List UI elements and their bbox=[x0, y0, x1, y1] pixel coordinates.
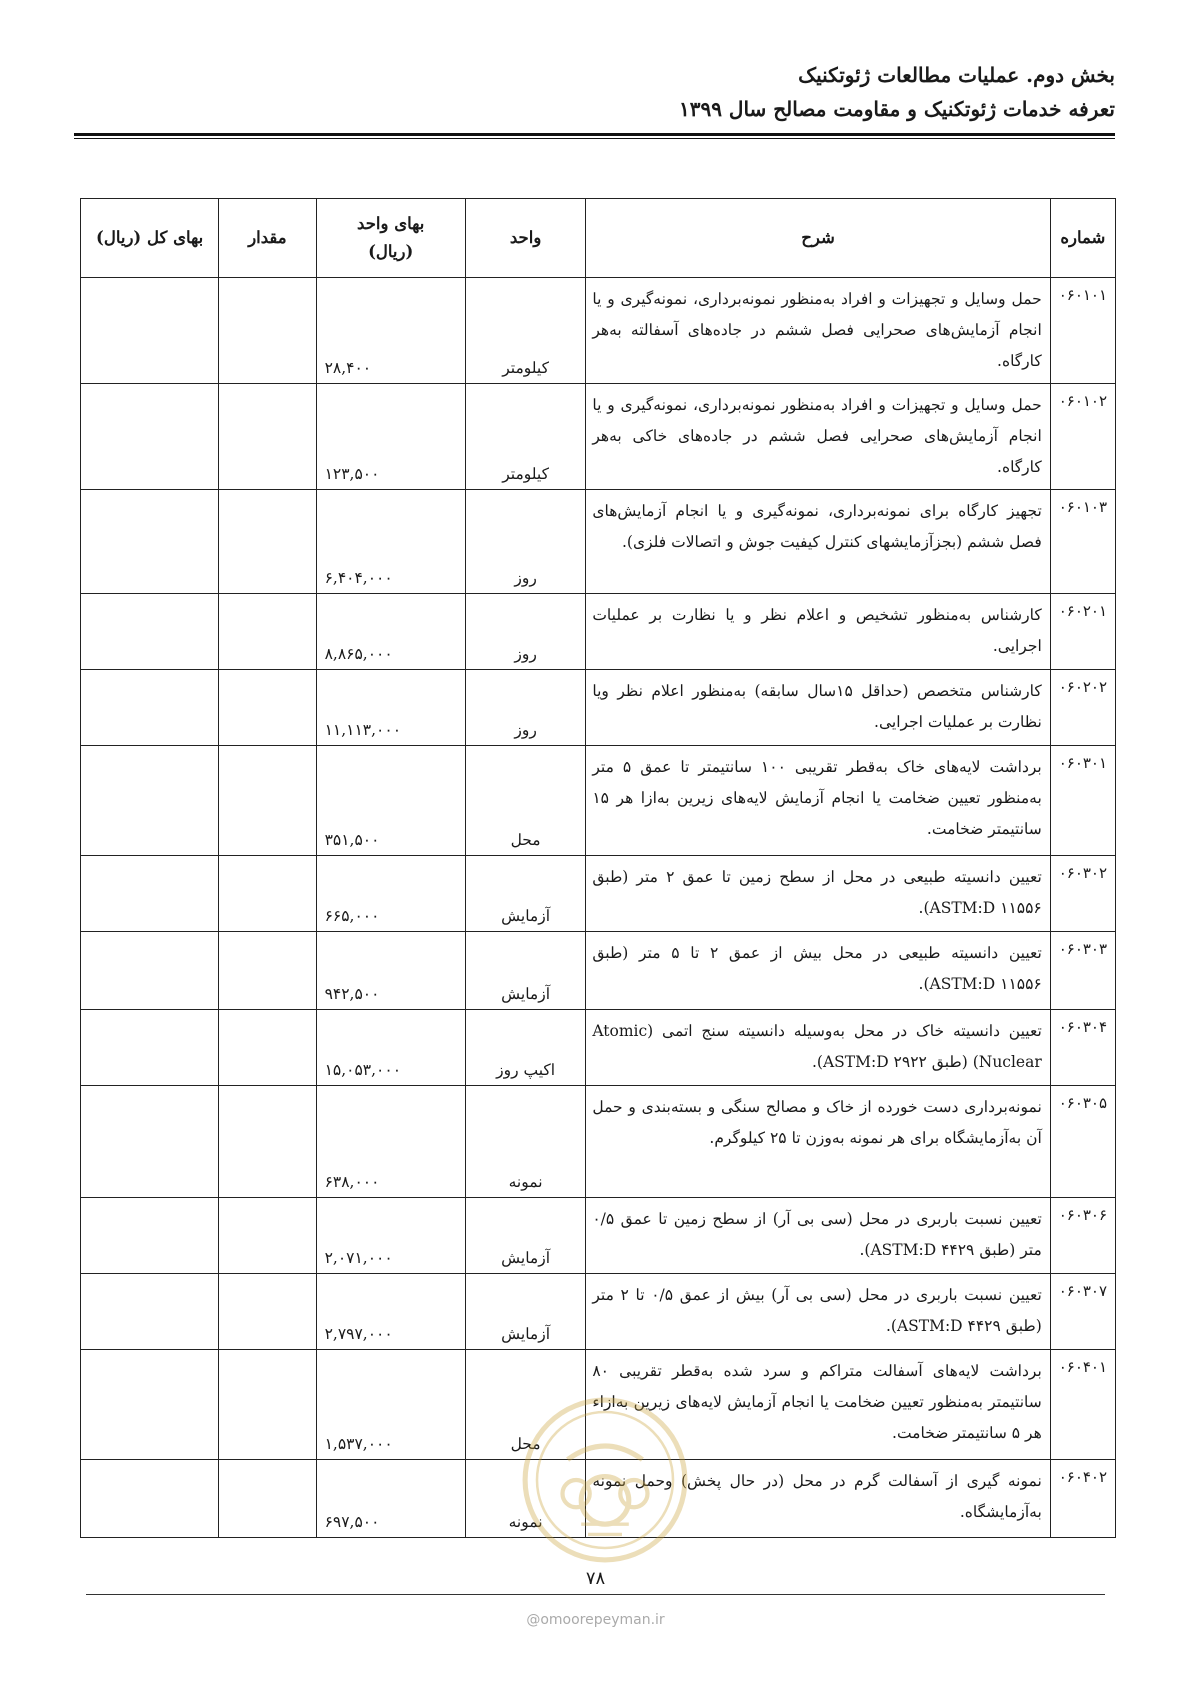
row-unit-price: ۱۵,۰۵۳,۰۰۰ bbox=[316, 1010, 465, 1086]
row-unit: نمونه bbox=[465, 1460, 586, 1538]
table-row bbox=[81, 1460, 1116, 1538]
column-header-unit-price bbox=[316, 199, 465, 278]
row-unit: روز bbox=[465, 670, 586, 746]
column-header-description: شرح bbox=[586, 199, 1050, 278]
column-header-unit: واحد bbox=[465, 199, 586, 278]
row-unit: روز bbox=[465, 594, 586, 670]
row-unit: کیلومتر bbox=[465, 278, 586, 384]
row-unit-price: ۳۵۱,۵۰۰ bbox=[316, 746, 465, 856]
table-row bbox=[81, 1274, 1116, 1350]
header-rule-thin bbox=[74, 138, 1115, 139]
row-description: تعیین دانسیته خاک در محل به‌وسیله دانسیته سنج اتمی (Atomic Nuclear) (طبق ASTM:D ۲۹۲۲). bbox=[586, 1010, 1050, 1086]
table-row bbox=[81, 490, 1116, 594]
table-row bbox=[81, 856, 1116, 932]
row-description: حمل وسایل و تجهیزات و افراد به‌منظور نمونه‌برداری، نمونه‌گیری و یا انجام آزمایش‌های صحرایی فصل ششم در جاده‌های آسفالته به‌هر کارگاه. bbox=[586, 278, 1050, 384]
row-code: ۰۶۰۳۰۷ bbox=[1050, 1274, 1115, 1350]
row-code: ۰۶۰۱۰۳ bbox=[1050, 490, 1115, 594]
row-description: کارشناس به‌منظور تشخیص و اعلام نظر و یا نظارت بر عملیات اجرایی. bbox=[586, 594, 1050, 670]
row-unit: آزمایش bbox=[465, 1274, 586, 1350]
table-row bbox=[81, 1086, 1116, 1198]
section-title: بخش دوم. عملیات مطالعات ژئوتکنیک bbox=[798, 63, 1115, 87]
table-row bbox=[81, 746, 1116, 856]
row-description: برداشت لایه‌های آسفالت متراکم و سرد شده به‌قطر تقریبی ۸۰ سانتیمتر به‌منظور تعیین ضخامت یا انجام آزمایش لایه‌های زیرین به‌ازاء هر ۵ سانتیمتر ضخامت. bbox=[586, 1350, 1050, 1460]
row-quantity bbox=[219, 1274, 316, 1350]
row-unit: آزمایش bbox=[465, 856, 586, 932]
row-total bbox=[81, 594, 219, 670]
row-total bbox=[81, 856, 219, 932]
row-description: نمونه گیری از آسفالت گرم در محل (در حال پخش) وحمل نمونه به‌آزمایشگاه. bbox=[586, 1460, 1050, 1538]
row-unit: اکیپ روز bbox=[465, 1010, 586, 1086]
row-unit-price: ۲,۰۷۱,۰۰۰ bbox=[316, 1198, 465, 1274]
row-description: تعیین دانسیته طبیعی در محل از سطح زمین تا عمق ۲ متر (طبق ASTM:D ۱۱۵۵۶). bbox=[586, 856, 1050, 932]
row-quantity bbox=[219, 278, 316, 384]
row-description: حمل وسایل و تجهیزات و افراد به‌منظور نمونه‌برداری، نمونه‌گیری و یا انجام آزمایش‌های صحرایی فصل ششم در جاده‌های خاکی به‌هر کارگاه. bbox=[586, 384, 1050, 490]
table-row bbox=[81, 278, 1116, 384]
row-description: نمونه‌برداری دست خورده از خاک و مصالح سنگی و بسته‌بندی و حمل آن به‌آزمایشگاه برای هر نمونه به‌وزن تا ۲۵ کیلوگرم. bbox=[586, 1086, 1050, 1198]
row-unit: محل bbox=[465, 1350, 586, 1460]
row-code: ۰۶۰۳۰۲ bbox=[1050, 856, 1115, 932]
footer-rule bbox=[86, 1594, 1105, 1595]
row-unit: آزمایش bbox=[465, 1198, 586, 1274]
column-header-code: شماره bbox=[1050, 199, 1115, 278]
row-quantity bbox=[219, 594, 316, 670]
row-quantity bbox=[219, 490, 316, 594]
row-code: ۰۶۰۳۰۵ bbox=[1050, 1086, 1115, 1198]
table-row bbox=[81, 670, 1116, 746]
row-description: تجهیز کارگاه برای نمونه‌برداری، نمونه‌گیری و یا انجام آزمایش‌های فصل ششم (بجزآزمایشهای کنترل کیفیت جوش و اتصالات فلزی). bbox=[586, 490, 1050, 594]
row-unit: روز bbox=[465, 490, 586, 594]
row-quantity bbox=[219, 746, 316, 856]
row-unit: کیلومتر bbox=[465, 384, 586, 490]
row-unit-price: ۱۱,۱۱۳,۰۰۰ bbox=[316, 670, 465, 746]
row-code: ۰۶۰۳۰۱ bbox=[1050, 746, 1115, 856]
unit-price-currency: (ریال) bbox=[368, 242, 414, 261]
row-code: ۰۶۰۳۰۶ bbox=[1050, 1198, 1115, 1274]
row-unit: نمونه bbox=[465, 1086, 586, 1198]
tariff-table bbox=[80, 198, 1116, 1538]
table-row bbox=[81, 932, 1116, 1010]
column-header-total: بهای کل (ریال) bbox=[81, 199, 219, 278]
table-row bbox=[81, 384, 1116, 490]
row-code: ۰۶۰۴۰۲ bbox=[1050, 1460, 1115, 1538]
row-code: ۰۶۰۲۰۲ bbox=[1050, 670, 1115, 746]
row-unit: آزمایش bbox=[465, 932, 586, 1010]
row-total bbox=[81, 1274, 219, 1350]
table-row bbox=[81, 1010, 1116, 1086]
row-unit-price: ۶۳۸,۰۰۰ bbox=[316, 1086, 465, 1198]
document-title: تعرفه خدمات ژئوتکنیک و مقاومت مصالح سال ۱۳۹۹ bbox=[678, 97, 1115, 121]
row-quantity bbox=[219, 384, 316, 490]
row-description: برداشت لایه‌های خاک به‌قطر تقریبی ۱۰۰ سانتیمتر تا عمق ۵ متر به‌منظور تعیین ضخامت یا انجام آزمایش لایه‌های زیرین به‌ازا هر ۱۵ سانتیمتر ضخامت. bbox=[586, 746, 1050, 856]
row-code: ۰۶۰۳۰۴ bbox=[1050, 1010, 1115, 1086]
row-total bbox=[81, 278, 219, 384]
row-total bbox=[81, 1198, 219, 1274]
row-quantity bbox=[219, 1350, 316, 1460]
column-header-quantity: مقدار bbox=[219, 199, 316, 278]
row-total bbox=[81, 746, 219, 856]
row-description: کارشناس متخصص (حداقل ۱۵سال سابقه) به‌منظور اعلام نظر ویا نظارت بر عملیات اجرایی. bbox=[586, 670, 1050, 746]
page-number: ۷۸ bbox=[585, 1568, 606, 1589]
row-unit: محل bbox=[465, 746, 586, 856]
row-quantity bbox=[219, 670, 316, 746]
row-quantity bbox=[219, 1460, 316, 1538]
table-row bbox=[81, 1350, 1116, 1460]
row-code: ۰۶۰۳۰۳ bbox=[1050, 932, 1115, 1010]
row-description: تعیین دانسیته طبیعی در محل بیش از عمق ۲ تا ۵ متر (طبق ASTM:D ۱۱۵۵۶). bbox=[586, 932, 1050, 1010]
row-total bbox=[81, 1350, 219, 1460]
table-row bbox=[81, 1198, 1116, 1274]
row-unit-price: ۲۸,۴۰۰ bbox=[316, 278, 465, 384]
row-unit-price: ۱,۵۳۷,۰۰۰ bbox=[316, 1350, 465, 1460]
row-unit-price: ۹۴۲,۵۰۰ bbox=[316, 932, 465, 1010]
row-quantity bbox=[219, 932, 316, 1010]
row-unit-price: ۲,۷۹۷,۰۰۰ bbox=[316, 1274, 465, 1350]
row-unit-price: ۶۶۵,۰۰۰ bbox=[316, 856, 465, 932]
row-total bbox=[81, 932, 219, 1010]
row-quantity bbox=[219, 1086, 316, 1198]
unit-price-label: بهای واحد bbox=[357, 214, 425, 233]
row-total bbox=[81, 1010, 219, 1086]
header-rule bbox=[74, 133, 1115, 136]
row-quantity bbox=[219, 856, 316, 932]
row-unit-price: ۱۲۳,۵۰۰ bbox=[316, 384, 465, 490]
row-quantity bbox=[219, 1010, 316, 1086]
site-watermark: @omoorepeyman.ir bbox=[526, 1612, 665, 1628]
row-total bbox=[81, 670, 219, 746]
row-code: ۰۶۰۴۰۱ bbox=[1050, 1350, 1115, 1460]
table-header-row bbox=[81, 199, 1116, 278]
row-code: ۰۶۰۱۰۱ bbox=[1050, 278, 1115, 384]
row-description: تعیین نسبت باربری در محل (سی بی آر) از سطح زمین تا عمق ۰/۵ متر (طبق ASTM:D ۴۴۲۹). bbox=[586, 1198, 1050, 1274]
row-unit-price: ۸,۸۶۵,۰۰۰ bbox=[316, 594, 465, 670]
table-row bbox=[81, 594, 1116, 670]
row-code: ۰۶۰۱۰۲ bbox=[1050, 384, 1115, 490]
row-unit-price: ۶,۴۰۴,۰۰۰ bbox=[316, 490, 465, 594]
row-unit-price: ۶۹۷,۵۰۰ bbox=[316, 1460, 465, 1538]
row-quantity bbox=[219, 1198, 316, 1274]
row-code: ۰۶۰۲۰۱ bbox=[1050, 594, 1115, 670]
row-total bbox=[81, 384, 219, 490]
page-header bbox=[76, 58, 1115, 126]
row-description: تعیین نسبت باربری در محل (سی بی آر) بیش از عمق ۰/۵ تا ۲ متر (طبق ASTM:D ۴۴۲۹). bbox=[586, 1274, 1050, 1350]
row-total bbox=[81, 490, 219, 594]
row-total bbox=[81, 1460, 219, 1538]
row-total bbox=[81, 1086, 219, 1198]
